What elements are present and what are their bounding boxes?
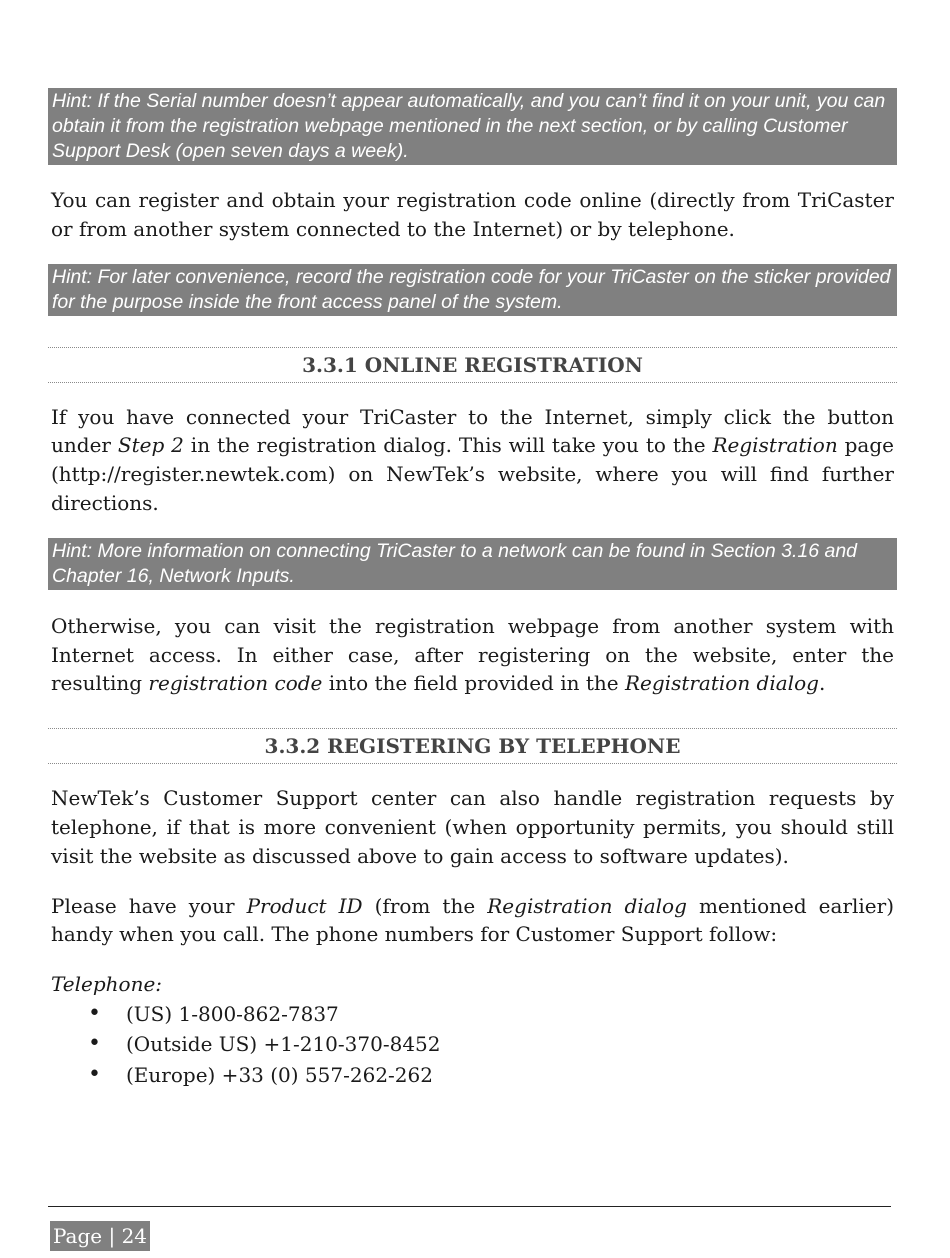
phone-number-list [48,999,897,1091]
registration-dialog-emphasis: Registration dialog [624,671,819,696]
registration-dialog-emphasis: Registration dialog [487,893,687,918]
phone-number-item [88,1029,897,1060]
hint-network: Hint: More information on connecting TriCaster to a network can be found in Section 3.16 and Chapter 16, Network Inputs. [48,538,897,590]
text-run: page (http://register.newtek.com) on NewTek’s website, where you will find further directions. [51,433,894,515]
bullet-icon: • [88,1000,101,1026]
text-run: If you have connected your TriCaster to the Internet, simply click the button under [51,404,894,458]
online-registration-paragraph [48,403,897,518]
text-run: into the field provided in the [322,671,625,696]
bullet-icon: • [88,1061,101,1087]
page-content [48,88,897,1090]
telephone-label-text: Telephone: [51,972,163,997]
step-2-emphasis: Step 2 [117,433,184,458]
telephone-label [48,970,897,999]
intro-paragraph: You can register and obtain your registration code online (directly from TriCaster or from another system connected to the Internet) or by telephone. [51,188,894,241]
text-run: (from the [362,893,488,918]
text-run: . [818,671,826,696]
customer-support-paragraph: NewTek’s Customer Support center can also handle registration requests by telephone, if that is more convenient (when opportunity permits, you should still visit the website as discussed above to gain access to software updates). [51,786,894,868]
phone-number: (Outside US) +1-210-370-8452 [126,1032,441,1057]
registration-emphasis: Registration [712,433,838,458]
phone-number: (Europe) +33 (0) 557-262-262 [126,1062,433,1087]
text-run: Otherwise, you can visit the registration webpage from another system with Internet access. In either case, after registering on the website, enter the resulting [51,613,894,696]
section-heading-telephone-registration: 3.3.2 REGISTERING BY TELEPHONE [48,728,897,764]
footer-divider [48,1206,891,1207]
hint-serial-number: Hint: If the Serial number doesn’t appear automatically, and you can’t find it on your unit, you can obtain it from the registration webpage mentioned in the next section, or by calling Customer Support Desk (open seven days a week). [48,88,897,165]
text-run: Please have your [51,893,247,918]
product-id-emphasis: Product ID [246,893,363,918]
registration-code-emphasis: registration code [148,671,323,696]
product-id-paragraph [48,892,897,950]
otherwise-paragraph [48,612,897,698]
phone-number: (US) 1-800-862-7837 [126,1001,339,1026]
text-run: in the registration dialog. This will take you to the [183,433,713,458]
bullet-icon: • [88,1031,101,1057]
page-number: Page | 24 [50,1221,150,1251]
phone-number-item [88,999,897,1030]
phone-number-item [88,1060,897,1091]
hint-record-code: Hint: For later convenience, record the registration code for your TriCaster on the sticker provided for the purpose inside the front access panel of the system. [48,264,897,316]
text-run: mentioned earlier) handy when you call. The phone numbers for Customer Support follow: [51,893,894,947]
section-heading-online-registration: 3.3.1 ONLINE REGISTRATION [48,347,897,383]
